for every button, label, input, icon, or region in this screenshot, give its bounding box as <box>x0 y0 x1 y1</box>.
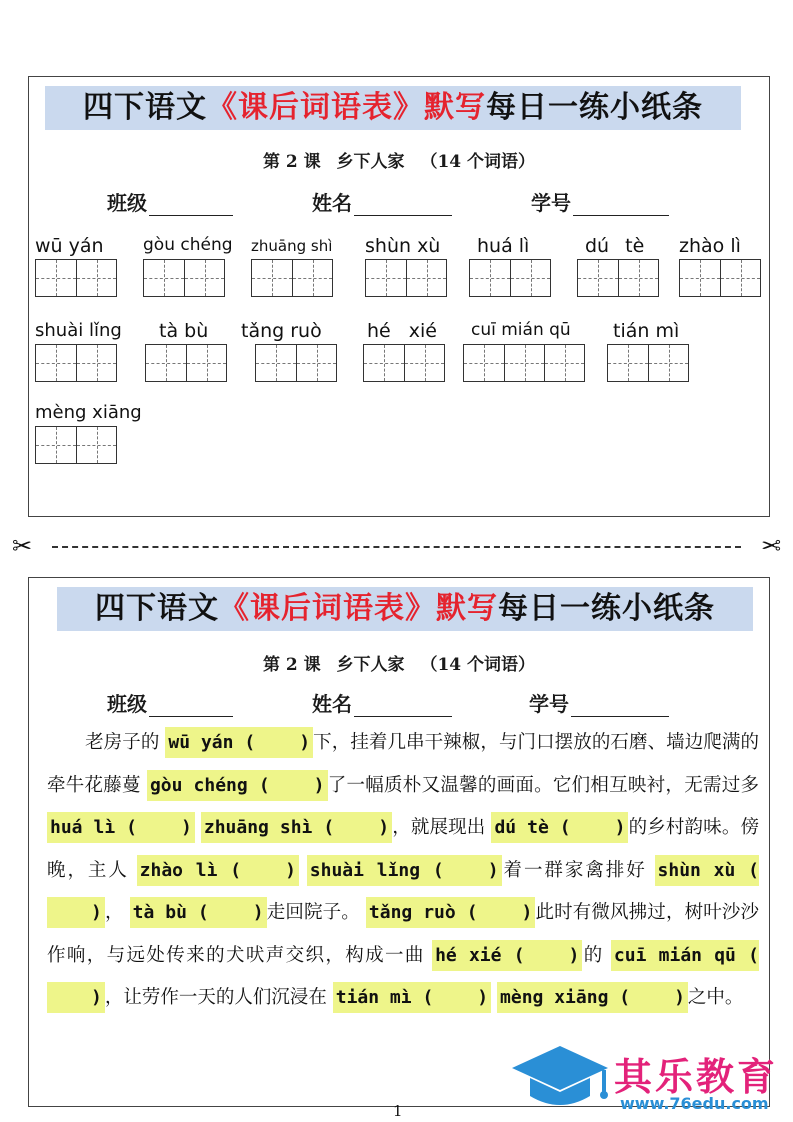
pinyin-label: zhuāng shì <box>251 237 333 255</box>
scissors-icon: ✂ <box>760 532 781 560</box>
writing-grid[interactable] <box>577 259 659 297</box>
lesson-name: 乡下人家 <box>336 655 405 675</box>
writing-grid[interactable] <box>365 259 447 297</box>
blank-he-xie[interactable]: hé xié ( ) <box>432 940 582 971</box>
blank-ta-bu[interactable]: tà bù ( ) <box>130 897 267 928</box>
writing-grid[interactable] <box>607 344 689 382</box>
brand-url: www.76edu.com <box>620 1094 769 1113</box>
pinyin-label: cuī mián qū <box>471 320 571 340</box>
writing-grid[interactable] <box>363 344 445 382</box>
pinyin-label: hé xié <box>367 320 437 342</box>
pinyin-label: zhào lì <box>679 235 741 257</box>
student-id-field[interactable]: 学号 <box>529 688 669 717</box>
writing-grid[interactable] <box>35 344 117 382</box>
worksheet-card-1 <box>28 76 770 517</box>
pinyin-label: mèng xiāng <box>35 402 142 423</box>
lesson-heading <box>29 650 769 675</box>
name-field[interactable]: 姓名 <box>312 688 452 717</box>
lesson-number: 第 2 课 <box>262 152 321 172</box>
blank-tian-mi[interactable]: tián mì ( ) <box>333 982 491 1013</box>
class-field[interactable]: 班级 <box>107 187 233 216</box>
blank-zhuang-shi[interactable]: zhuāng shì ( ) <box>201 812 392 843</box>
lesson-heading <box>29 147 769 172</box>
writing-grid[interactable] <box>143 259 225 297</box>
blank-shun-xu[interactable]: shùn xù () <box>47 855 759 929</box>
blank-tang-ruo[interactable]: tǎng ruò ( ) <box>366 897 535 928</box>
dashed-divider <box>52 546 741 548</box>
writing-grid[interactable] <box>35 259 117 297</box>
blank-meng-xiang[interactable]: mèng xiāng ( ) <box>497 982 688 1013</box>
banner-part1: 四下语文 <box>83 90 207 125</box>
pinyin-label: tǎng ruò <box>241 320 322 342</box>
pinyin-label: tián mì <box>613 320 680 342</box>
pinyin-label: tà bù <box>159 320 209 342</box>
blank-zhao-li[interactable]: zhào lì ( ) <box>137 855 299 886</box>
graduation-cap-icon <box>508 1040 612 1114</box>
pinyin-label: wū yán <box>35 235 104 257</box>
writing-grid[interactable] <box>469 259 551 297</box>
name-field[interactable]: 姓名 <box>312 187 452 216</box>
lesson-name: 乡下人家 <box>336 152 405 172</box>
writing-grid[interactable] <box>35 426 117 464</box>
writing-grid[interactable] <box>679 259 761 297</box>
writing-grid[interactable] <box>251 259 333 297</box>
class-field[interactable]: 班级 <box>107 688 233 717</box>
brand-name: 其乐教育 <box>614 1055 779 1099</box>
pinyin-label: dú tè <box>585 235 645 257</box>
banner-title <box>45 86 741 130</box>
writing-grid[interactable] <box>463 344 585 382</box>
student-info-fields <box>29 688 769 718</box>
banner-part3: 每日一练小纸条 <box>486 90 703 125</box>
lesson-number: 第 2 课 <box>262 655 321 675</box>
blank-wu-yan[interactable]: wū yán ( ) <box>165 727 313 758</box>
lesson-count: （14 个词语） <box>420 152 536 172</box>
student-id-field[interactable]: 学号 <box>531 187 669 216</box>
pinyin-label: gòu chéng <box>143 235 233 255</box>
lesson-count: （14 个词语） <box>420 655 536 675</box>
banner-part2: 《课后词语表》默写 <box>207 90 486 125</box>
blank-cui-mian-qu[interactable]: cuī mián qū () <box>47 940 759 1014</box>
scissors-icon: ✂ <box>12 532 33 560</box>
pinyin-label: shuài lǐng <box>35 320 122 341</box>
banner-part1: 四下语文 <box>95 591 219 626</box>
writing-grid[interactable] <box>255 344 337 382</box>
cloze-passage: 老房子的 wū yán ( ) 下，挂着几串干辣椒，与门口摆放的石磨、墙边爬满的牵牛花藤蔓 gòu chéng ( ) 了一幅质朴又温馨的画面。它们相互映衬，无需过多 huá lì ( ) zhuāng shì ( ) ，就展现出 dú tè ( ) 的乡村韵味。傍晚，主人 zhào lì ( ) shuài lǐng ( ) 着一群家禽排好 shùn xù () ， tà bù ( ) 走回院子。 tǎng ruò ( ) 此时有微风拂过，树叶沙沙作响，与远处传来的犬吠声交织，构成一曲 hé xié ( ) 的 cuī mián qū () ，让劳作一天的人们沉浸在 tián mì ( ) mèng xiāng ( ) 之中。 <box>47 722 759 1020</box>
banner-title <box>57 587 753 631</box>
student-info-fields <box>29 187 769 217</box>
blank-hua-li[interactable]: huá lì ( ) <box>47 812 195 843</box>
brand-logo <box>508 1040 788 1118</box>
banner-part3: 每日一练小纸条 <box>498 591 715 626</box>
blank-shuai-ling[interactable]: shuài lǐng ( ) <box>307 855 502 886</box>
pinyin-label: huá lì <box>477 235 530 257</box>
blank-gou-cheng[interactable]: gòu chéng ( ) <box>147 770 328 801</box>
writing-grid[interactable] <box>145 344 227 382</box>
cut-line <box>12 533 781 559</box>
pinyin-label: shùn xù <box>365 235 441 257</box>
banner-part2: 《课后词语表》默写 <box>219 591 498 626</box>
blank-du-te[interactable]: dú tè ( ) <box>491 812 628 843</box>
page-number: 1 <box>393 1102 403 1120</box>
worksheet-card-2 <box>28 577 770 1107</box>
